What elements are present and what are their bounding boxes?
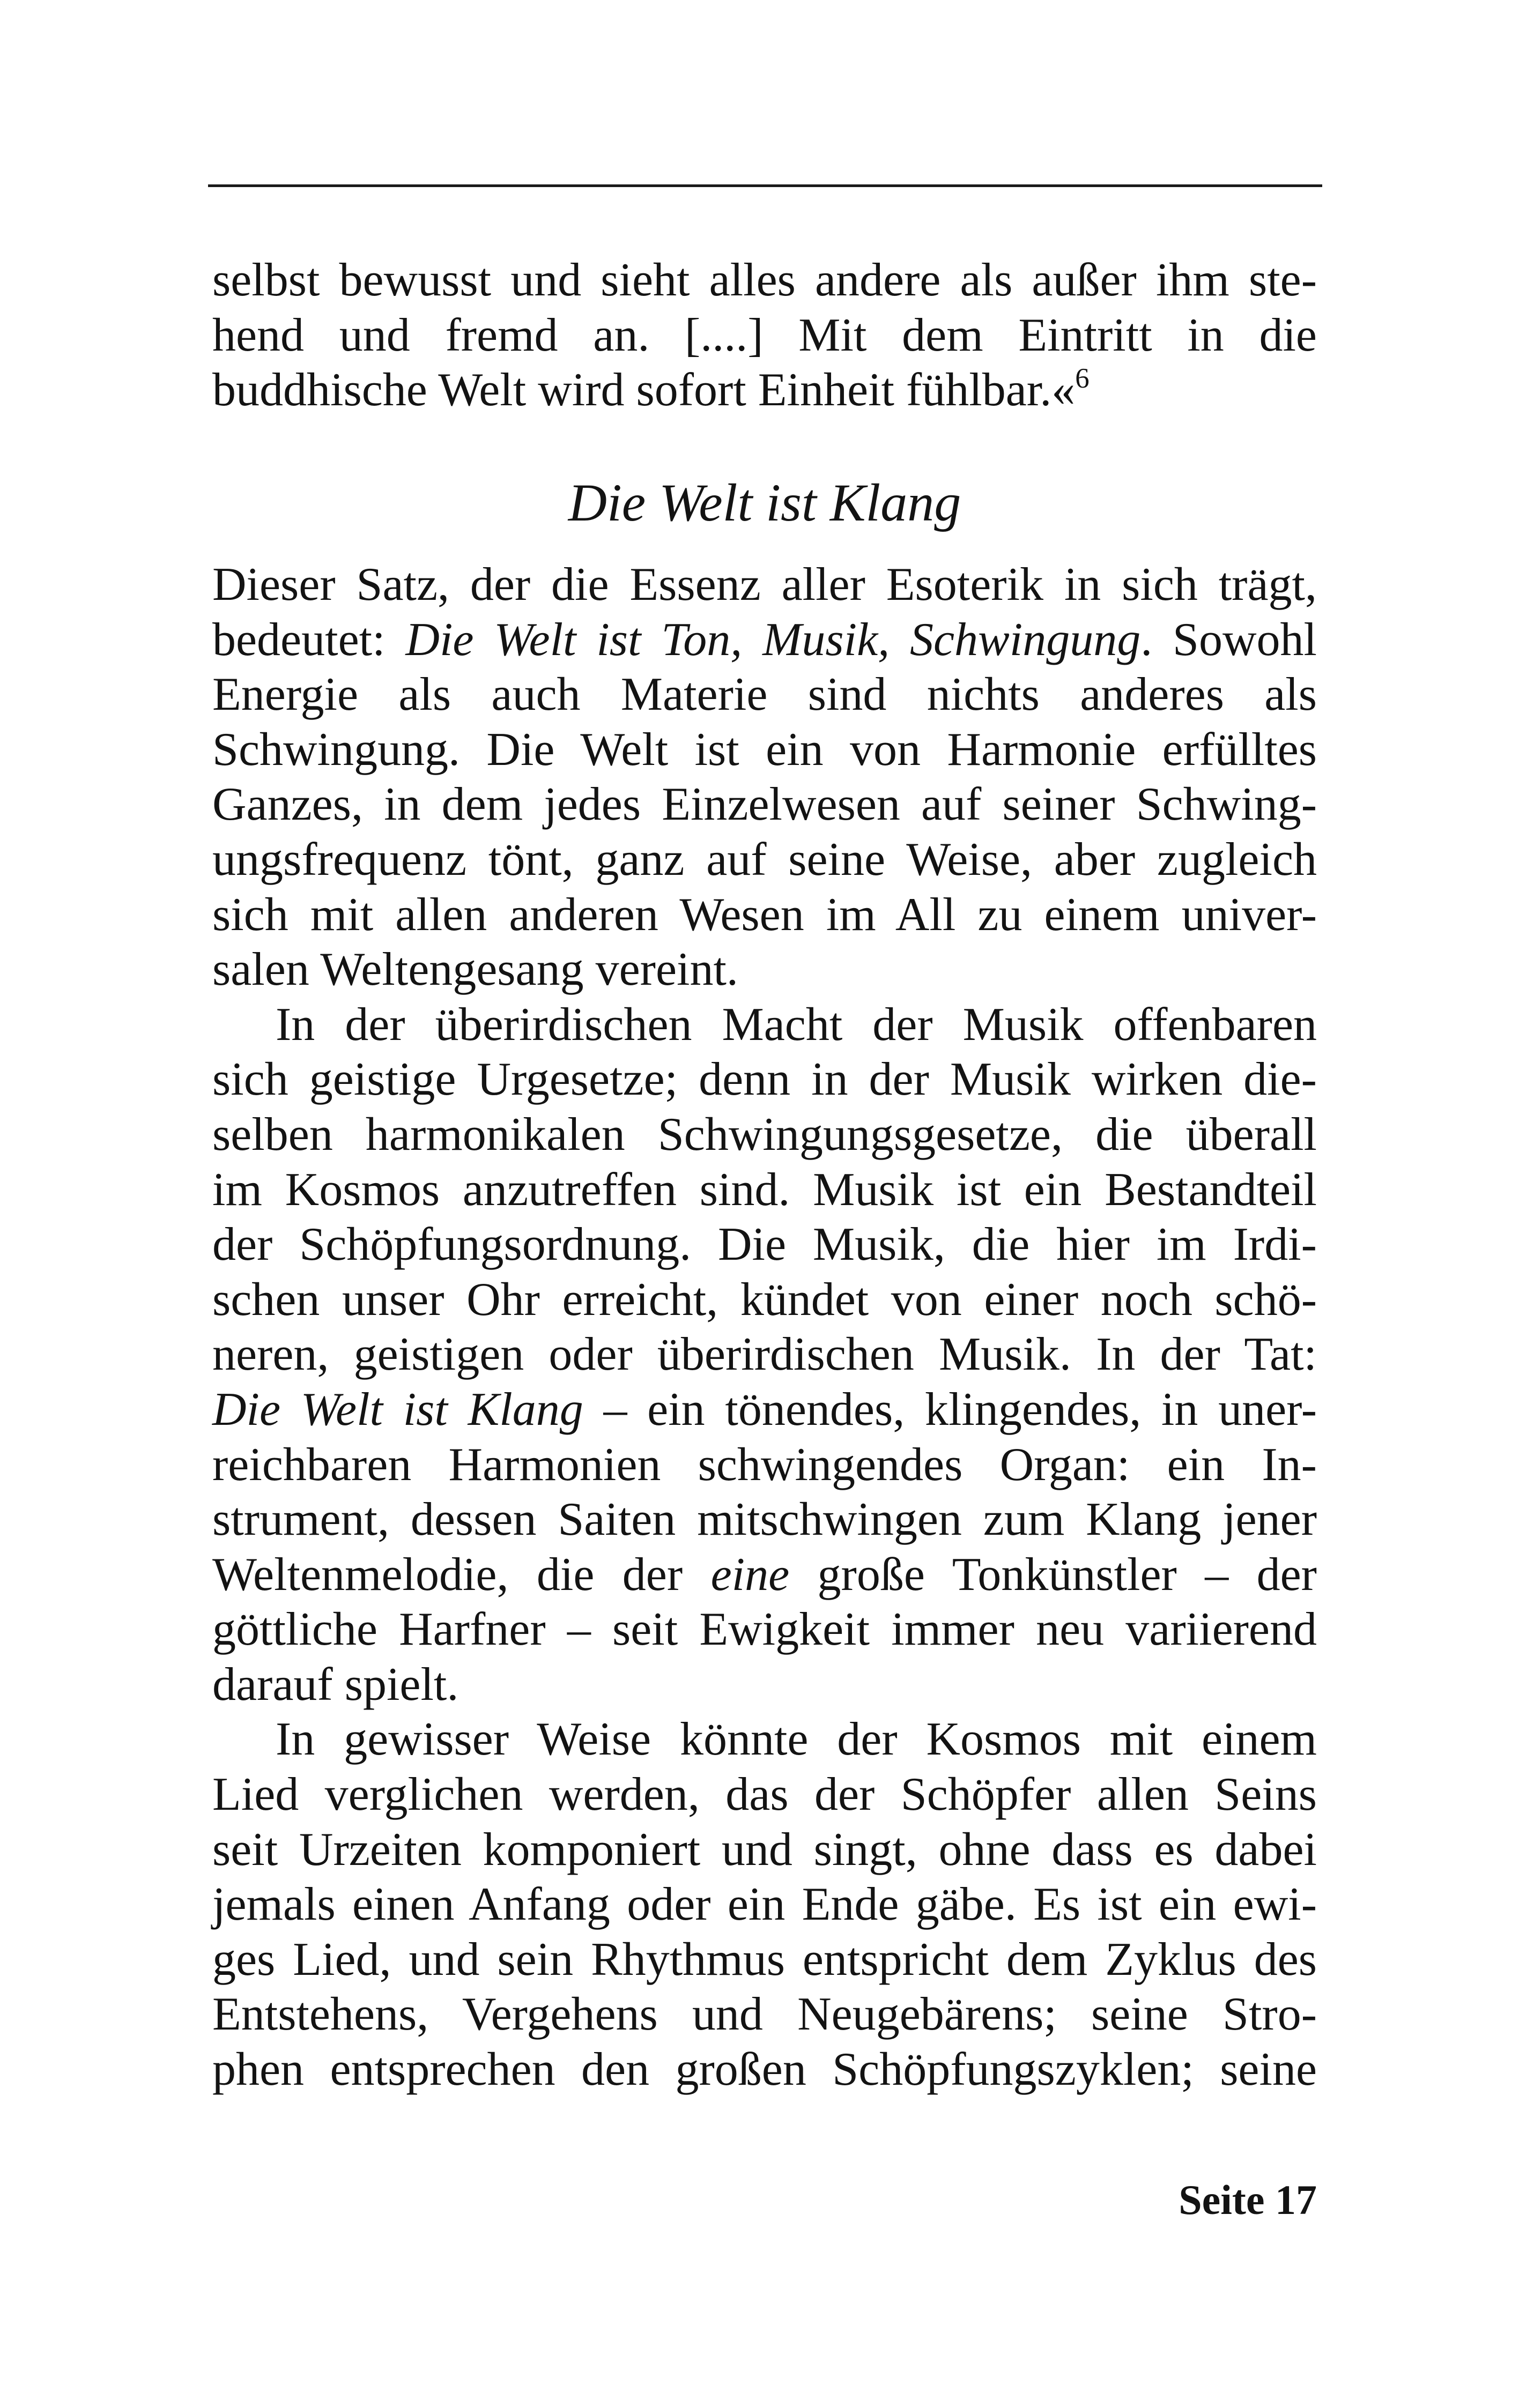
- text-line: In gewisser Weise könnte der Kosmos mit einem: [276, 1713, 1317, 1766]
- text-run: große Tonkünstler – der: [789, 1548, 1317, 1601]
- text-run: bedeutet:: [212, 613, 406, 666]
- text-line: schen unser Ohr erreicht, kündet von einer noch schö-: [212, 1273, 1317, 1326]
- italic-text: Die Welt ist Ton, Musik, Schwingung: [405, 613, 1141, 666]
- text-line: phen entsprechen den großen Schöpfungszyklen; seine: [212, 2043, 1317, 2096]
- text-line: Dieser Satz, der die Essenz aller Esoterik in sich trägt,: [212, 559, 1317, 611]
- text-line: sich geistige Urgesetze; denn in der Musik wirken die-: [212, 1053, 1317, 1106]
- page-number: Seite 17: [1179, 2176, 1317, 2223]
- text-line: [212, 363, 1317, 418]
- text-line: Lied verglichen werden, das der Schöpfer allen Seins: [212, 1768, 1317, 1821]
- footnote-ref: 6: [1075, 363, 1090, 395]
- text-line: jemals einen Anfang oder ein Ende gäbe. Es ist ein ewi-: [212, 1878, 1317, 1931]
- text-line: ges Lied, und sein Rhythmus entspricht dem Zyklus des: [212, 1933, 1317, 1986]
- header-rule: [208, 184, 1322, 187]
- text-line: Ganzes, in dem jedes Einzelwesen auf seiner Schwing-: [212, 778, 1317, 831]
- text-line: [212, 613, 1317, 668]
- paragraph: [212, 558, 1317, 998]
- text-line: im Kosmos anzutreffen sind. Musik ist ein Bestandteil: [212, 1163, 1317, 1216]
- text-line: Energie als auch Materie sind nichts anderes als: [212, 668, 1317, 721]
- text-line: selben harmonikalen Schwingungsgesetze, die überall: [212, 1108, 1317, 1161]
- quote-continuation: [212, 253, 1317, 418]
- text-run: . Sowohl: [1140, 613, 1317, 666]
- text-line: In der überirdischen Macht der Musik offenbaren: [276, 998, 1317, 1051]
- text-line: Entstehens, Vergehens und Neugebärens; seine Stro-: [212, 1988, 1317, 2041]
- text-line: seit Urzeiten komponiert und singt, ohne dass es dabei: [212, 1823, 1317, 1876]
- text-run: – ein tönendes, klingendes, in uner-: [583, 1383, 1317, 1436]
- text-line: reichbaren Harmonien schwingendes Organ: ein In-: [212, 1438, 1317, 1491]
- paragraph: [212, 998, 1317, 1713]
- text-line: [212, 1548, 1317, 1603]
- text-line: [212, 1383, 1317, 1438]
- italic-text: Die Welt ist Klang: [212, 1383, 583, 1436]
- text-line: ungsfrequenz tönt, ganz auf seine Weise, aber zugleich: [212, 833, 1317, 886]
- text-line: darauf spielt.: [212, 1658, 459, 1711]
- text-line: neren, geistigen oder überirdischen Musik. In der Tat:: [212, 1328, 1317, 1381]
- text-line: selbst bewusst und sieht alles andere als außer ihm ste-: [212, 254, 1317, 306]
- section-heading: Die Welt ist Klang: [568, 473, 961, 532]
- text-run: buddhische Welt wird sofort Einheit fühlbar.«: [212, 364, 1076, 417]
- paragraph: [212, 1712, 1317, 2097]
- text-run: Weltenmelodie, die der: [212, 1548, 711, 1601]
- text-line: göttliche Harfner – seit Ewigkeit immer neu variierend: [212, 1603, 1317, 1656]
- text-line: sich mit allen anderen Wesen im All zu einem univer-: [212, 888, 1317, 941]
- italic-text: eine: [710, 1548, 790, 1601]
- section-body: [212, 558, 1317, 2098]
- text-line: hend und fremd an. [....] Mit dem Eintritt in die: [212, 309, 1317, 361]
- text-line: der Schöpfungsordnung. Die Musik, die hier im Irdi-: [212, 1218, 1317, 1271]
- text-line: Schwingung. Die Welt ist ein von Harmonie erfülltes: [212, 723, 1317, 776]
- text-line: salen Weltengesang vereint.: [212, 943, 738, 996]
- text-line: strument, dessen Saiten mitschwingen zum Klang jener: [212, 1493, 1317, 1546]
